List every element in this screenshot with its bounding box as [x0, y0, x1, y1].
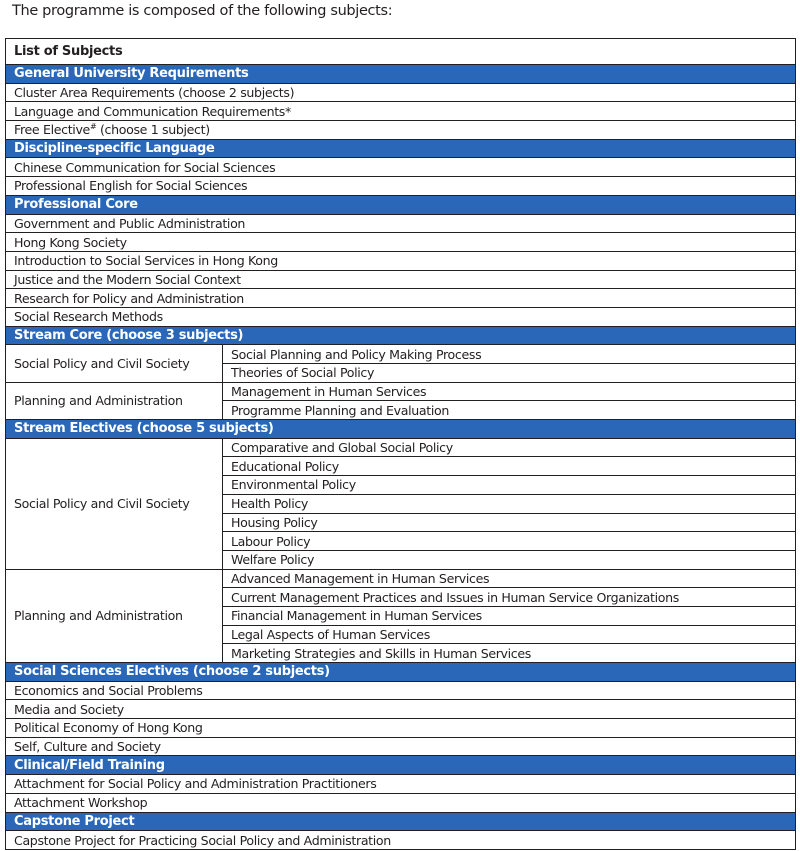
- subject-row: [6, 121, 796, 140]
- subjects-table: [5, 38, 796, 850]
- subject-name: Programme Planning and Evaluation: [223, 401, 796, 420]
- section-title: General University Requirements: [6, 65, 796, 84]
- subject-name: Capstone Project for Practicing Social Policy and Administration: [6, 831, 796, 850]
- subject-row: [6, 719, 796, 738]
- subject-name: Hong Kong Society: [6, 233, 796, 252]
- subject-row: [6, 345, 796, 364]
- subject-name: Government and Public Administration: [6, 214, 796, 233]
- subject-row: [6, 158, 796, 177]
- table-title-row: [6, 39, 796, 65]
- subject-name: Environmental Policy: [223, 476, 796, 495]
- section-header-row: [6, 812, 796, 831]
- subject-name: Chinese Communication for Social Sciences: [6, 158, 796, 177]
- subject-name: Professional English for Social Sciences: [6, 177, 796, 196]
- subject-name: Attachment for Social Policy and Administration Practitioners: [6, 775, 796, 794]
- subject-name: Attachment Workshop: [6, 793, 796, 812]
- subject-name: Housing Policy: [223, 513, 796, 532]
- subject-name: Cluster Area Requirements (choose 2 subjects): [6, 83, 796, 102]
- stream-name: Planning and Administration: [6, 382, 223, 419]
- free-elective-label: Free Elective: [14, 122, 90, 138]
- subject-row: [6, 307, 796, 326]
- stream-name: Social Policy and Civil Society: [6, 345, 223, 382]
- subject-name: Language and Communication Requirements*: [6, 102, 796, 121]
- section-title: Capstone Project: [6, 812, 796, 831]
- stream-name: Planning and Administration: [6, 569, 223, 662]
- free-elective-note: (choose 1 subject): [96, 122, 210, 138]
- subject-row: [6, 177, 796, 196]
- subject-row: [6, 438, 796, 457]
- section-header-row: [6, 663, 796, 682]
- subject-row: [6, 83, 796, 102]
- subject-name: Educational Policy: [223, 457, 796, 476]
- subject-name: Advanced Management in Human Services: [223, 569, 796, 588]
- subject-row: [6, 233, 796, 252]
- subject-row: [6, 681, 796, 700]
- subject-row: [6, 102, 796, 121]
- subject-name: Economics and Social Problems: [6, 681, 796, 700]
- subject-row: [6, 251, 796, 270]
- subject-row: [6, 270, 796, 289]
- subject-name: Self, Culture and Society: [6, 737, 796, 756]
- subject-name: Introduction to Social Services in Hong Kong: [6, 251, 796, 270]
- footnote-mark: #: [89, 122, 97, 132]
- subject-name: Justice and the Modern Social Context: [6, 270, 796, 289]
- subject-name: Legal Aspects of Human Services: [223, 625, 796, 644]
- intro-text: The programme is composed of the following subjects:: [12, 3, 393, 19]
- subject-name: Comparative and Global Social Policy: [223, 438, 796, 457]
- subject-row: [6, 831, 796, 850]
- subject-name: [6, 121, 796, 140]
- subject-row: [6, 737, 796, 756]
- section-header-row: [6, 195, 796, 214]
- subject-row: [6, 569, 796, 588]
- subject-name: Labour Policy: [223, 532, 796, 551]
- subject-name: Media and Society: [6, 700, 796, 719]
- subject-row: [6, 382, 796, 401]
- section-title: Discipline-specific Language: [6, 139, 796, 158]
- section-title: Stream Electives (choose 5 subjects): [6, 420, 796, 439]
- table-title: List of Subjects: [6, 39, 796, 65]
- section-header-row: [6, 326, 796, 345]
- subject-name: Marketing Strategies and Skills in Human Services: [223, 644, 796, 663]
- section-title: Stream Core (choose 3 subjects): [6, 326, 796, 345]
- subject-name: Current Management Practices and Issues in Human Service Organizations: [223, 588, 796, 607]
- subject-name: Research for Policy and Administration: [6, 289, 796, 308]
- section-header-row: [6, 420, 796, 439]
- subject-name: Political Economy of Hong Kong: [6, 719, 796, 738]
- section-title: Social Sciences Electives (choose 2 subjects): [6, 663, 796, 682]
- subject-name: Management in Human Services: [223, 382, 796, 401]
- section-header-row: [6, 756, 796, 775]
- subject-name: Welfare Policy: [223, 550, 796, 569]
- subject-row: [6, 775, 796, 794]
- subject-row: [6, 214, 796, 233]
- section-title: Clinical/Field Training: [6, 756, 796, 775]
- subject-row: [6, 793, 796, 812]
- stream-name: Social Policy and Civil Society: [6, 438, 223, 569]
- section-header-row: [6, 139, 796, 158]
- subject-name: Financial Management in Human Services: [223, 606, 796, 625]
- subject-name: Health Policy: [223, 494, 796, 513]
- subject-name: Social Research Methods: [6, 307, 796, 326]
- subject-row: [6, 700, 796, 719]
- subject-name: Social Planning and Policy Making Process: [223, 345, 796, 364]
- section-header-row: [6, 65, 796, 84]
- subject-row: [6, 289, 796, 308]
- section-title: Professional Core: [6, 195, 796, 214]
- subject-name: Theories of Social Policy: [223, 364, 796, 383]
